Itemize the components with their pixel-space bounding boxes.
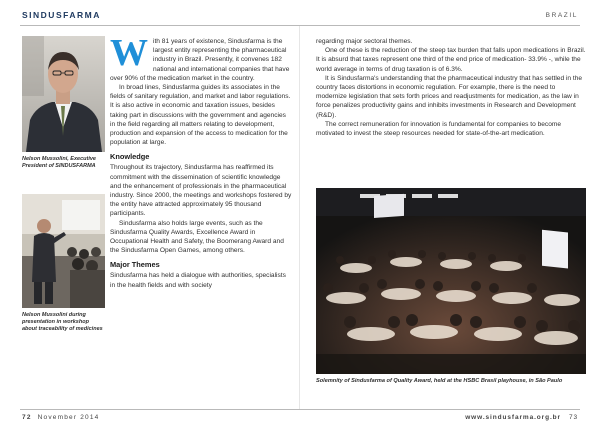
- portrait-photo: [22, 36, 105, 152]
- presentation-photo: [22, 194, 105, 308]
- heading-knowledge: Knowledge: [110, 152, 150, 162]
- portrait-caption: Nelson Mussolini, Executive President of SINDUSFARMA: [22, 156, 96, 169]
- article-paragraph-2: In broad lines, Sindusfarma guides its associates in the fields of sanitary regulation, and market and labor regulations. It is also active in economic and taxation issues, besides taking part in discussions with the government and agencies in the field regarding all matters relating to development, production and expansion of the access to medication for the population at large.: [110, 84, 291, 147]
- page-number-left: 72: [22, 414, 32, 421]
- presentation-caption: Nelson Mussolini during presentation in workshop about traceability of medicines: [22, 312, 103, 332]
- footer-divider: [20, 409, 580, 410]
- article-paragraph-3: Throughout its trajectory, Sindusfarma has reaffirmed its commitment with the dissemination of scientific knowledge and the enhancement of professionals in the pharmaceutical industry. Since 2000, the meetings and workshops fostered by the entity have attracted approximately 95 thousand participants.: [110, 164, 292, 218]
- drop-cap: W: [110, 32, 148, 74]
- article-paragraph-r2: One of these is the reduction of the steep tax burden that falls upon medications in Brazil. It is absurd that taxes represent one third of the end price of medication- 33.9% -, while the world average in terms of drug taxation is of 6.3%.: [316, 47, 586, 73]
- article-intro: ith 81 years of existence, Sindusfarma is the largest entity representing the pharmaceutical industry in Brazil. Presently, it convenes 182 national and international companies that have over 90% of the medication market in the country.: [110, 38, 290, 82]
- section-label: BRAZIL: [545, 12, 578, 19]
- footer-right: [465, 414, 578, 421]
- article-column-right: [316, 37, 586, 138]
- website-url[interactable]: www.sindusfarma.org.br: [465, 414, 561, 421]
- page-gutter: [299, 26, 300, 410]
- article-paragraph-r1: regarding major sectoral themes.: [316, 38, 413, 45]
- heading-major-themes: Major Themes: [110, 260, 160, 270]
- event-photo: [316, 188, 586, 374]
- article-paragraph-r3: It is Sindusfarma's understanding that the pharmaceutical industry that has settled in the country faces distortions in economic regulation. For example, there is the need to modernize legislation that sets forth prices and readjustments for medication, as the law in force penalizes productivity gains and inhibits investments in Research and Development (R&D).: [316, 74, 583, 119]
- footer-left: [22, 414, 100, 421]
- header-divider: [20, 25, 580, 26]
- article-paragraph-5: Sindusfarma has held a dialogue with authorities, specialists in the health fields and with society: [110, 272, 286, 289]
- page-number-right: 73: [568, 414, 578, 421]
- article-column-left: [110, 32, 292, 290]
- magazine-brand: SINDUSFARMA: [22, 10, 101, 20]
- issue-date: November 2014: [37, 414, 100, 421]
- article-paragraph-4: Sindusfarma also holds large events, such as the Sindusfarma Quality Awards, Excellence Award in Occupational Health and Safety, the Boomerang Award and the Sindusfarma Open Games, among others.: [110, 219, 284, 255]
- article-paragraph-r4: The correct remuneration for innovation is fundamental for companies to become motivated to invest the steep resources needed for state-of-the-art medication.: [316, 120, 562, 138]
- event-caption: Solemnity of Sindusfarma of Quality Award, held at the HSBC Brasil playhouse, in São Paulo: [316, 378, 563, 384]
